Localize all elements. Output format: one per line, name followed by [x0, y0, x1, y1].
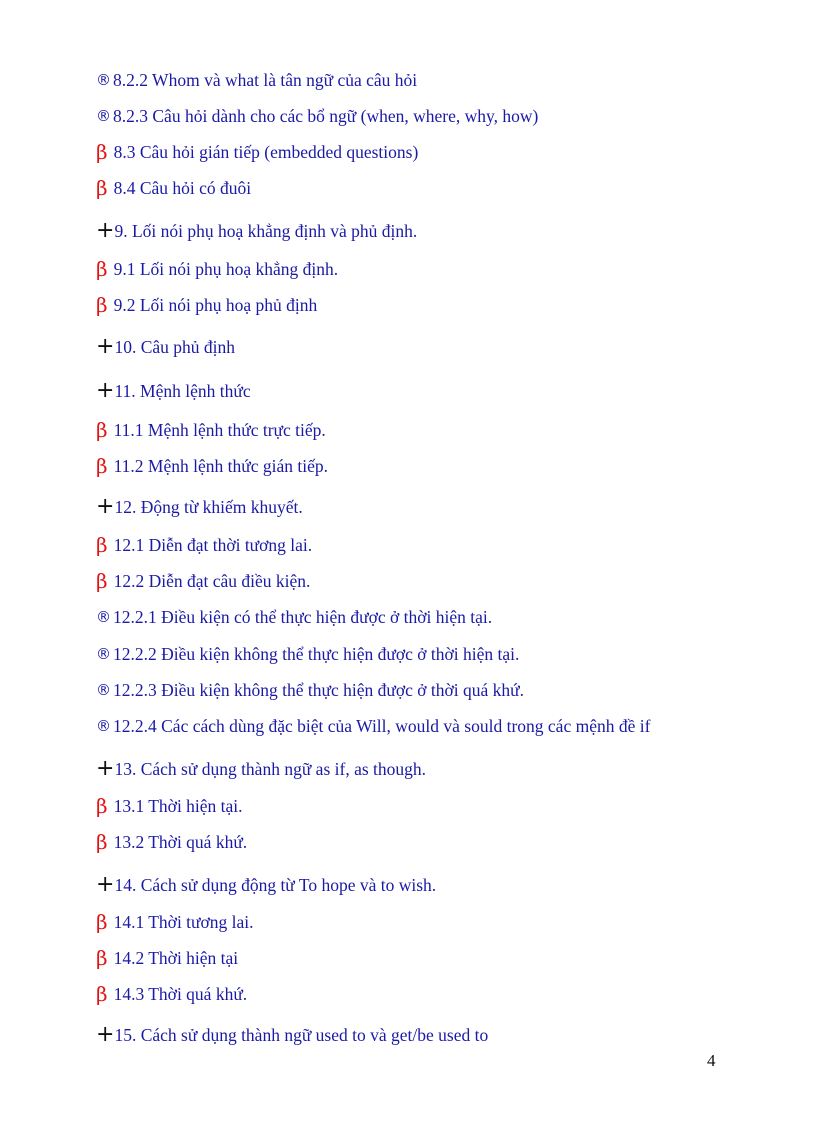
toc-section-text: 9. Lối nói phụ hoạ khẳng định và phủ định.: [114, 221, 418, 241]
plus-bullet-icon: +: [96, 334, 115, 359]
toc-entry: [96, 795, 243, 817]
registered-bullet-icon: ®: [96, 681, 111, 699]
registered-bullet-icon: ®: [96, 608, 111, 626]
toc-entry: [96, 911, 254, 933]
toc-section: [96, 220, 417, 242]
toc-entry: [96, 570, 310, 592]
toc-entry-text: 12.2.4 Các cách dùng đặc biệt của Will, would và sould trong các mệnh đề if: [113, 716, 651, 736]
toc-entry-text: 14.3 Thời quá khứ.: [113, 984, 248, 1004]
beta-bullet-icon: β: [96, 140, 108, 164]
toc-entry-text: 12.1 Diễn đạt thời tương lai.: [113, 535, 313, 555]
toc-entry-text: 13.1 Thời hiện tại.: [113, 796, 243, 816]
toc-section: [96, 1024, 488, 1046]
plus-bullet-icon: +: [96, 756, 115, 781]
toc-section: [96, 380, 251, 402]
toc-entry: [96, 715, 650, 737]
toc-entry-text: 13.2 Thời quá khứ.: [113, 832, 248, 852]
toc-entry-text: 12.2.3 Điều kiện không thể thực hiện được ở thời quá khứ.: [113, 680, 525, 700]
plus-bullet-icon: +: [96, 1022, 115, 1047]
beta-bullet-icon: β: [96, 533, 108, 557]
toc-entry-text: 9.2 Lối nói phụ hoạ phủ định: [113, 295, 318, 315]
toc-entry: [96, 258, 338, 280]
plus-bullet-icon: +: [96, 218, 115, 243]
toc-entry-text: 12.2 Diễn đạt câu điều kiện.: [113, 571, 311, 591]
toc-section-text: 13. Cách sử dụng thành ngữ as if, as though.: [114, 759, 427, 779]
plus-bullet-icon: +: [96, 872, 115, 897]
toc-entry-text: 12.2.2 Điều kiện không thể thực hiện được ở thời hiện tại.: [113, 644, 520, 664]
toc-entry-text: 12.2.1 Điều kiện có thể thực hiện được ở thời hiện tại.: [113, 607, 493, 627]
toc-entry-text: 9.1 Lối nói phụ hoạ khẳng định.: [113, 259, 339, 279]
toc-entry: [96, 679, 524, 701]
toc-entry-text: 11.1 Mệnh lệnh thức trực tiếp.: [113, 420, 326, 440]
toc-entry-text: 8.2.3 Câu hỏi dành cho các bổ ngữ (when, where, why, how): [113, 106, 539, 126]
beta-bullet-icon: β: [96, 830, 108, 854]
toc-section-text: 15. Cách sử dụng thành ngữ used to và get/be used to: [114, 1025, 489, 1045]
beta-bullet-icon: β: [96, 293, 108, 317]
toc-entry-text: 14.1 Thời tương lai.: [113, 912, 254, 932]
toc-section-text: 11. Mệnh lệnh thức: [114, 381, 251, 401]
toc-entry-text: 8.4 Câu hỏi có đuôi: [113, 178, 252, 198]
registered-bullet-icon: ®: [96, 107, 111, 125]
toc-entry: [96, 643, 519, 665]
toc-entry: [96, 455, 328, 477]
beta-bullet-icon: β: [96, 910, 108, 934]
toc-entry: [96, 947, 238, 969]
toc-entry: [96, 606, 492, 628]
toc-section: [96, 336, 235, 358]
toc-section: [96, 874, 436, 896]
toc-section-text: 14. Cách sử dụng động từ To hope và to wish.: [114, 875, 437, 895]
toc-entry: [96, 294, 317, 316]
beta-bullet-icon: β: [96, 982, 108, 1006]
toc-entry: [96, 105, 538, 127]
toc-section: [96, 496, 303, 518]
toc-entry: [96, 983, 247, 1005]
toc-entry: [96, 534, 312, 556]
registered-bullet-icon: ®: [96, 717, 111, 735]
toc-entry: [96, 141, 418, 163]
beta-bullet-icon: β: [96, 176, 108, 200]
toc-entry: [96, 419, 326, 441]
toc-entry: [96, 69, 417, 91]
toc-entry-text: 11.2 Mệnh lệnh thức gián tiếp.: [113, 456, 328, 476]
registered-bullet-icon: ®: [96, 645, 111, 663]
toc-entry: [96, 177, 251, 199]
toc-entry: [96, 831, 247, 853]
beta-bullet-icon: β: [96, 418, 108, 442]
plus-bullet-icon: +: [96, 494, 115, 519]
beta-bullet-icon: β: [96, 257, 108, 281]
toc-section-text: 10. Câu phủ định: [114, 337, 235, 357]
beta-bullet-icon: β: [96, 569, 108, 593]
toc-section-text: 12. Động từ khiếm khuyết.: [114, 497, 303, 517]
registered-bullet-icon: ®: [96, 71, 111, 89]
toc-section: [96, 758, 426, 780]
toc-entry-text: 8.3 Câu hỏi gián tiếp (embedded questions): [113, 142, 419, 162]
page-number: 4: [707, 1051, 716, 1070]
beta-bullet-icon: β: [96, 794, 108, 818]
toc-entry-text: 14.2 Thời hiện tại: [113, 948, 239, 968]
beta-bullet-icon: β: [96, 454, 108, 478]
toc-entry-text: 8.2.2 Whom và what là tân ngữ của câu hỏi: [113, 70, 418, 90]
beta-bullet-icon: β: [96, 946, 108, 970]
plus-bullet-icon: +: [96, 378, 115, 403]
